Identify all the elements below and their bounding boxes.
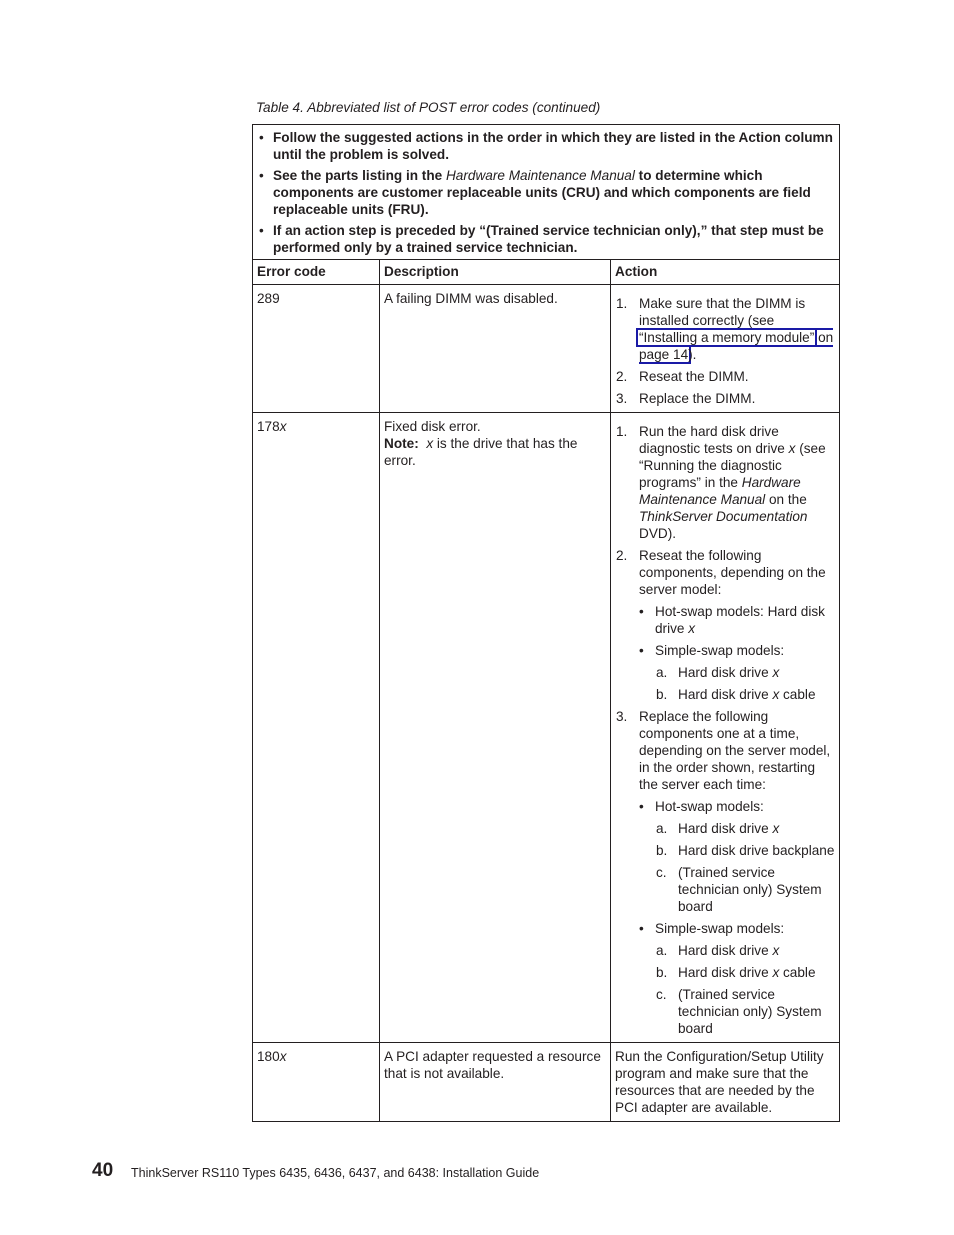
column-header-action: Action bbox=[611, 260, 840, 285]
action-step: 3. Replace the DIMM. bbox=[616, 391, 756, 406]
description-cell: A PCI adapter requested a resource that is not available. bbox=[380, 1043, 611, 1122]
footer-title: ThinkServer RS110 Types 6435, 6436, 6437, and 6438: Installation Guide bbox=[131, 1166, 540, 1180]
action-step: 1. Run the hard disk drive diagnostic tests on drive x (see “Running the diagnostic programs” in the Hardware Maintenance Manual on the ThinkServer Documentation DVD). bbox=[616, 424, 826, 541]
column-header-description: Description bbox=[380, 260, 611, 285]
list-item: • Hot-swap models: a. Hard disk drive x b. Hard disk drive backplane c. (Trained service technician only) System board bbox=[639, 798, 836, 915]
column-header-error-code: Error code bbox=[253, 260, 380, 285]
note-item: • See the parts listing in the Hardware Maintenance Manual to determine which components are customer replaceable units (CRU) and which components are field replaceable units (FRU). bbox=[257, 167, 835, 218]
list-item: • Hot-swap models: Hard disk drive x bbox=[639, 603, 836, 637]
action-cell bbox=[611, 285, 840, 413]
table-notes bbox=[253, 125, 840, 260]
error-code-cell: 180x bbox=[253, 1043, 380, 1122]
cross-reference-link[interactable]: “Installing a memory module” bbox=[636, 328, 817, 347]
table-notes-row bbox=[253, 125, 840, 260]
page-reference-link[interactable]: on page 14 bbox=[639, 330, 834, 362]
list-item: b. Hard disk drive backplane bbox=[656, 843, 835, 858]
post-error-table bbox=[252, 124, 840, 1122]
table-row bbox=[253, 285, 840, 413]
description-cell: A failing DIMM was disabled. bbox=[380, 285, 611, 413]
list-item: c. (Trained service technician only) System board bbox=[656, 865, 822, 914]
page-number: 40 bbox=[92, 1160, 114, 1181]
action-step: 3. Replace the following components one at a time, depending on the server model, in the order shown, restarting the server each time: • Hot-swap models: a. Hard disk drive x b. Hard disk drive backplane c. (Trained service technician only) System board • Simple-swap models: a. Hard disk drive x b. Hard disk drive x cable c. (Trained service technician only) System board bbox=[615, 708, 836, 1037]
manual-title: Hardware Maintenance Manual bbox=[445, 168, 635, 183]
table-row bbox=[253, 413, 840, 1043]
error-code-cell: 178x bbox=[253, 413, 380, 1043]
action-cell: Run the Configuration/Setup Utility program and make sure that the resources that are needed by the PCI adapter are available. bbox=[611, 1043, 840, 1122]
note-item: • If an action step is preceded by “(Trained service technician only),” that step must be performed only by a trained service technician. bbox=[257, 222, 835, 256]
table-header-row bbox=[253, 260, 840, 285]
error-code-cell: 289 bbox=[253, 285, 380, 413]
table-row bbox=[253, 1043, 840, 1122]
action-step: 2. Reseat the following components, depending on the server model: • Hot-swap models: Hard disk drive x • Simple-swap models: a. Hard disk drive x b. Hard disk drive x cable bbox=[615, 547, 836, 703]
description-cell: Fixed disk error. Note: x is the drive that has the error. bbox=[380, 413, 611, 1043]
list-item: • Simple-swap models: a. Hard disk drive x b. Hard disk drive x cable bbox=[639, 642, 836, 703]
list-item: c. (Trained service technician only) System board bbox=[656, 987, 822, 1036]
list-item: b. Hard disk drive x cable bbox=[656, 687, 816, 702]
list-item: a. Hard disk drive x bbox=[656, 821, 780, 836]
list-item: • Simple-swap models: a. Hard disk drive x b. Hard disk drive x cable c. (Trained service technician only) System board bbox=[639, 920, 836, 1037]
list-item: b. Hard disk drive x cable bbox=[656, 965, 816, 980]
list-item: a. Hard disk drive x bbox=[656, 943, 780, 958]
action-step: 2. Reseat the DIMM. bbox=[616, 369, 749, 384]
action-step: 1. Make sure that the DIMM is installed correctly (see “Installing a memory module” on page 14). bbox=[616, 296, 834, 362]
table-caption: Table 4. Abbreviated list of POST error codes (continued) bbox=[256, 100, 601, 115]
list-item: a. Hard disk drive x bbox=[656, 665, 780, 680]
action-cell bbox=[611, 413, 840, 1043]
description-note: Note: x is the drive that has the error. bbox=[384, 436, 578, 468]
note-item: • Follow the suggested actions in the order in which they are listed in the Action column until the problem is solved. bbox=[257, 129, 835, 163]
